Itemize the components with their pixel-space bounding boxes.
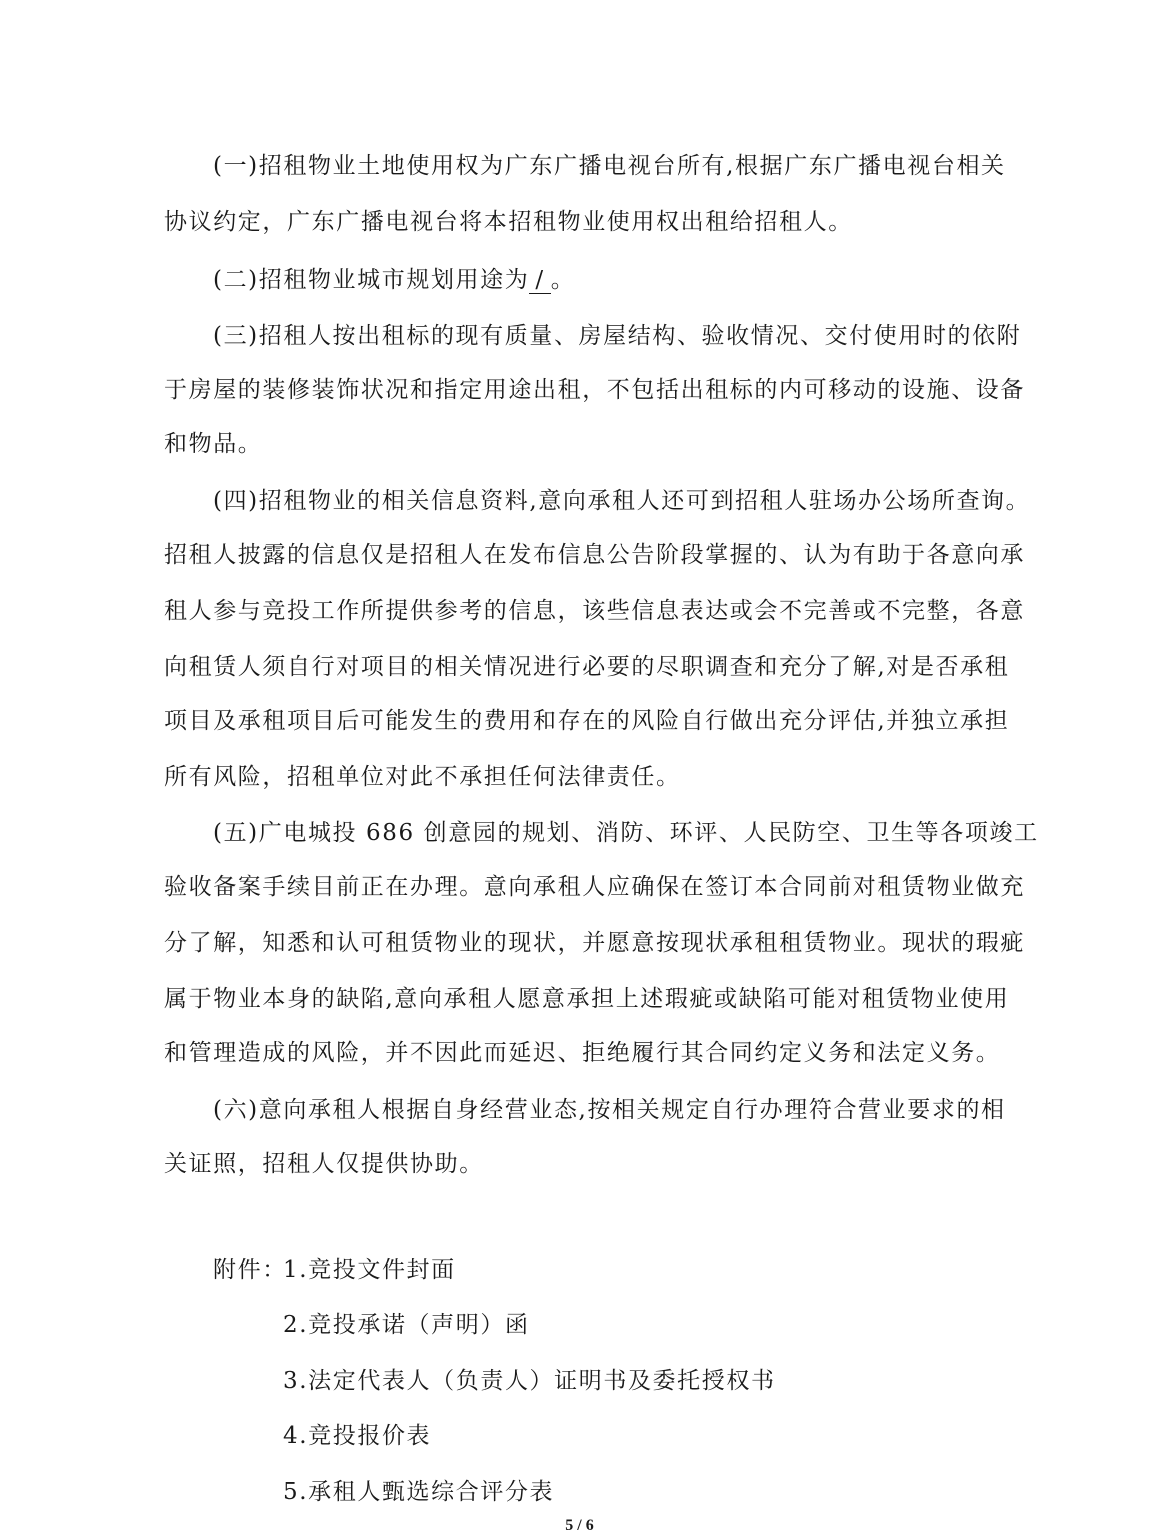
paragraph-5-line-1: (五)广电城投 686 创意园的规划、消防、环评、人民防空、卫生等各项竣工 xyxy=(213,820,1039,846)
attachment-item: 5.承租人甄选综合评分表 xyxy=(283,1479,555,1505)
paragraph-4-line-1: (四)招租物业的相关信息资料,意向承租人还可到招租人驻场办公场所查询。 xyxy=(213,488,1031,514)
paragraph-3-line-3: 和物品。 xyxy=(164,431,263,457)
page-number: 5 / 6 xyxy=(565,1517,594,1534)
paragraph-1-line-2: 协议约定，广东广播电视台将本招租物业使用权出租给招租人。 xyxy=(164,209,853,235)
attachment-item: 2.竞投承诺（声明）函 xyxy=(283,1312,530,1338)
paragraph-3-line-1: (三)招租人按出租标的现有质量、房屋结构、验收情况、交付使用时的依附 xyxy=(213,323,1022,349)
paragraph-4-line-4: 向租赁人须自行对项目的相关情况进行必要的尽职调查和充分了解,对是否承租 xyxy=(164,654,1010,680)
attachment-item: 1.竞投文件封面 xyxy=(283,1257,456,1283)
paragraph-6-line-2: 关证照，招租人仅提供协助。 xyxy=(164,1151,484,1177)
attachment-item: 4.竞投报价表 xyxy=(283,1423,432,1449)
paragraph-2-text: (二)招租物业城市规划用途为 xyxy=(213,267,530,293)
paragraph-5-line-3: 分了解，知悉和认可租赁物业的现状，并愿意按现状承租租赁物业。现状的瑕疵 xyxy=(164,930,1025,956)
planning-use-blank: / xyxy=(529,267,550,294)
paragraph-5-line-5: 和管理造成的风险，并不因此而延迟、拒绝履行其合同约定义务和法定义务。 xyxy=(164,1040,1001,1066)
paragraph-2 xyxy=(213,265,575,295)
paragraph-4-line-2: 招租人披露的信息仅是招租人在发布信息公告阶段掌握的、认为有助于各意向承 xyxy=(164,542,1025,568)
attachment-item: 3.法定代表人（负责人）证明书及委托授权书 xyxy=(283,1368,776,1394)
paragraph-4-line-6: 所有风险，招租单位对此不承担任何法律责任。 xyxy=(164,764,681,790)
paragraph-4-line-3: 租人参与竞投工作所提供参考的信息，该些信息表达或会不完善或不完整，各意 xyxy=(164,598,1025,624)
paragraph-2-end: 。 xyxy=(550,267,576,293)
attachments-label: 附件： xyxy=(213,1257,287,1283)
paragraph-6-line-1: (六)意向承租人根据自身经营业态,按相关规定自行办理符合营业要求的相 xyxy=(213,1097,1006,1123)
paragraph-1-line-1: (一)招租物业土地使用权为广东广播电视台所有,根据广东广播电视台相关 xyxy=(213,153,1006,179)
paragraph-3-line-2: 于房屋的装修装饰状况和指定用途出租，不包括出租标的内可移动的设施、设备 xyxy=(164,377,1025,403)
paragraph-5-line-4: 属于物业本身的缺陷,意向承租人愿意承担上述瑕疵或缺陷可能对租赁物业使用 xyxy=(164,986,1010,1012)
paragraph-4-line-5: 项目及承租项目后可能发生的费用和存在的风险自行做出充分评估,并独立承担 xyxy=(164,708,1010,734)
paragraph-5-line-2: 验收备案手续目前正在办理。意向承租人应确保在签订本合同前对租赁物业做充 xyxy=(164,874,1025,900)
